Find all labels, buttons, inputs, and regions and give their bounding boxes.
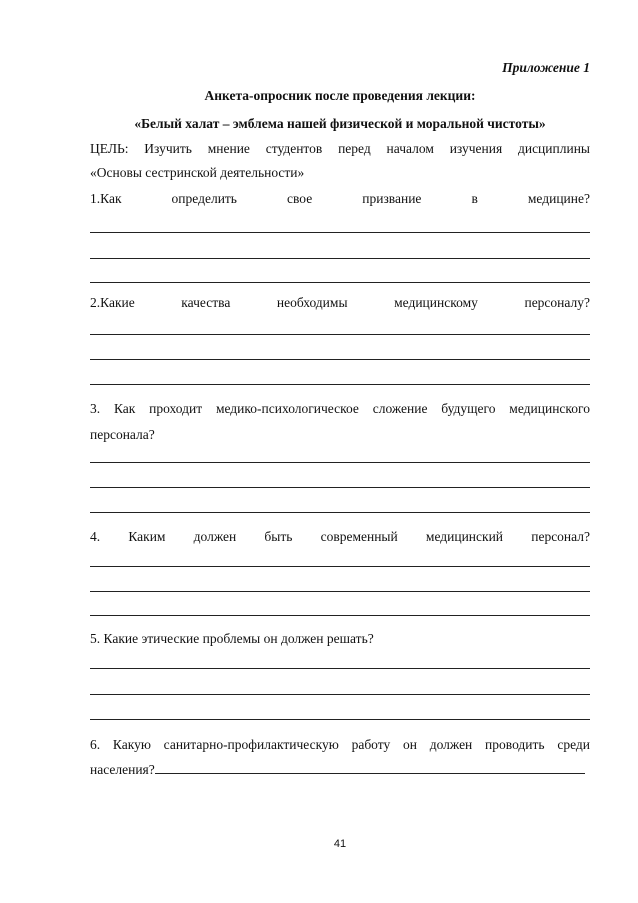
answer-line[interactable] bbox=[90, 566, 590, 567]
question-6-line-1: 6. Какую санитарно-профилактическую работу он должен проводить среди bbox=[90, 737, 590, 752]
question-3-line-1: 3. Как проходит медико-психологическое сложение будущего медицинского bbox=[90, 401, 590, 416]
answer-line[interactable] bbox=[90, 512, 590, 513]
answer-line[interactable] bbox=[90, 282, 590, 283]
question-6-line-2 bbox=[90, 757, 590, 783]
question-3-line-2: персонала? bbox=[90, 427, 155, 442]
page-number: 41 bbox=[333, 838, 347, 850]
answer-line[interactable] bbox=[90, 359, 590, 360]
answer-line[interactable] bbox=[155, 761, 585, 774]
answer-line[interactable] bbox=[90, 591, 590, 592]
lecture-subtitle: «Белый халат – эмблема нашей физической и моральной чистоты» bbox=[134, 116, 546, 131]
answer-line[interactable] bbox=[90, 719, 590, 720]
answer-line[interactable] bbox=[90, 487, 590, 488]
answer-line[interactable] bbox=[90, 462, 590, 463]
question-6-line-2-text: населения? bbox=[90, 762, 155, 777]
question-4: 4. Каким должен быть современный медицинский персонал? bbox=[90, 529, 590, 544]
answer-line[interactable] bbox=[90, 694, 590, 695]
answer-line[interactable] bbox=[90, 384, 590, 385]
goal-line-1: ЦЕЛЬ: Изучить мнение студентов перед началом изучения дисциплины bbox=[90, 141, 590, 156]
question-1: 1.Как определить свое призвание в медицине? bbox=[90, 191, 590, 206]
questionnaire-page bbox=[90, 0, 590, 903]
question-2: 2.Какие качества необходимы медицинскому персоналу? bbox=[90, 295, 590, 310]
questionnaire-title: Анкета-опросник после проведения лекции: bbox=[204, 88, 476, 103]
answer-line[interactable] bbox=[90, 232, 590, 233]
answer-line[interactable] bbox=[90, 668, 590, 669]
question-5: 5. Какие этические проблемы он должен решать? bbox=[90, 631, 374, 646]
answer-line[interactable] bbox=[90, 258, 590, 259]
annex-label: Приложение 1 bbox=[502, 60, 590, 75]
answer-line[interactable] bbox=[90, 615, 590, 616]
answer-line[interactable] bbox=[90, 334, 590, 335]
goal-line-2: «Основы сестринской деятельности» bbox=[90, 165, 305, 180]
